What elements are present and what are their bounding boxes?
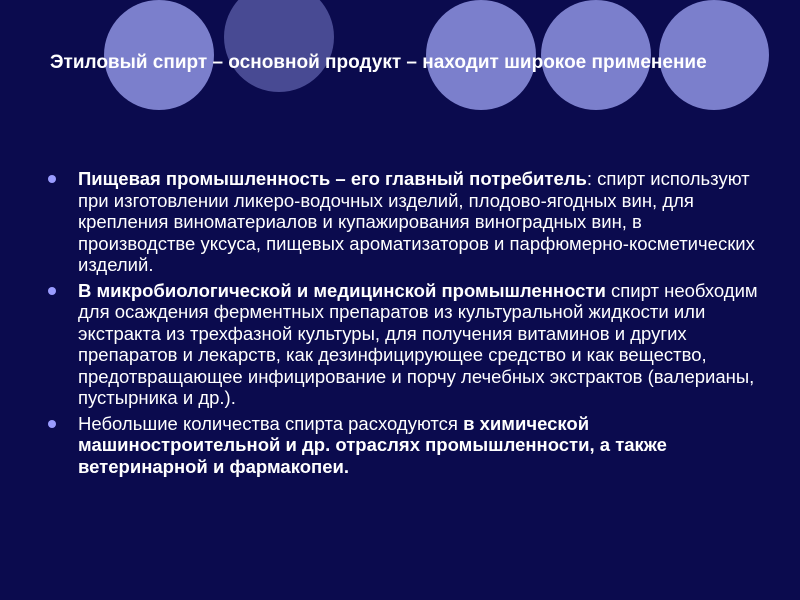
bullet-bold-text: В микробиологической и медицинской промышленности [78,279,606,301]
bullet-dot-icon [48,420,56,428]
bullet-bold-text: в химической машиностроительной и др. отраслях промышленности, а также ветеринарной и фармакопеи. [78,412,667,477]
bullet-bold-text: Пищевая промышленность – его главный потребитель [78,168,587,189]
bullet-text: : спирт используют при изготовлении ликеро-водочных изделий, плодово-ягодных вин, для крепления виноматериалов и купажирования виноградных вин, в производстве уксуса, пищевых ароматизаторов и парфюмерно-косметических изделий. [78,168,755,275]
bullet-list [42,168,762,481]
bullet-dot-icon [48,175,56,183]
bullet-item-food-industry [42,168,762,276]
bullet-item-other-industries [42,413,762,478]
decorative-circle [224,0,334,92]
slide-title: Этиловый спирт – основной продукт – находит широкое применение [50,52,707,73]
bullet-dot-icon [48,287,56,295]
bullet-text: Небольшие количества спирта расходуются [78,412,464,434]
bullet-item-microbiology-medicine [42,280,762,409]
bullet-text: спирт необходим для осаждения ферментных препаратов из культуральной жидкости или экстракта из трехфазной культуры, для получения витаминов и других препаратов и лекарств, как дезинфицирующее средство и как вещество, предотвращающее инфицирование и порчу лечебных экстрактов (валерианы, пустырника и др.). [78,279,758,408]
